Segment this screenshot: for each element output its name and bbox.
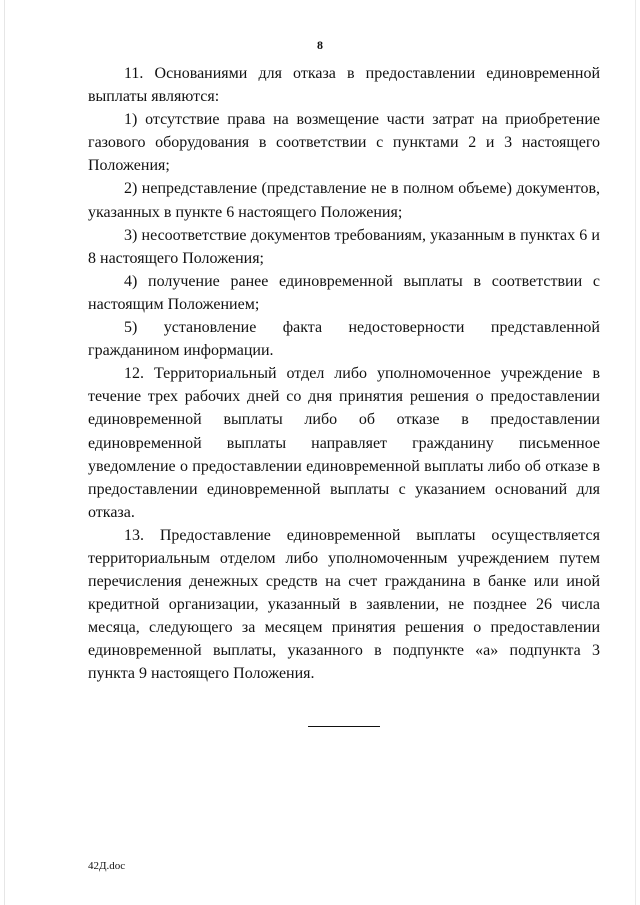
paragraph-11-item-1: 1) отсутствие права на возмещение части затрат на приобретение газового оборудования в соответствии с пунктами 2 и 3 настоящего Положения; — [88, 111, 600, 175]
footer-filename: 42Д.doc — [88, 860, 126, 872]
document-body — [88, 62, 600, 686]
end-separator-line — [308, 726, 380, 727]
scan-edge-left — [4, 0, 5, 905]
paragraph-11-item-4: 4) получение ранее единовременной выплаты в соответствии с настоящим Положением; — [88, 272, 600, 313]
paragraph-13: 13. Предоставление единовременной выплаты осуществляется территориальным отделом либо уполномоченным учреждением путем перечисления денежных средств на счет гражданина в банке или иной кредитной организации, указанный в заявлении, не позднее 26 числа месяца, следующего за месяцем принятия решения о предоставлении единовременной выплаты, указанного в подпункте «а» подпункта 3 пункта 9 настоящего Положения. — [88, 526, 600, 683]
scan-edge-right — [635, 0, 636, 905]
paragraph-12: 12. Территориальный отдел либо уполномоченное учреждение в течение трех рабочих дней со дня принятия решения о предоставлении единовременной выплаты либо об отказе в предоставлении единовременной выплаты направляет гражданину письменное уведомление о предоставлении единовременной выплаты либо об отказе в предоставлении единовременной выплаты с указанием оснований для отказа. — [88, 365, 600, 521]
paragraph-11-item-2: 2) непредставление (представление не в полном объеме) документов, указанных в пункте 6 настоящего Положения; — [88, 180, 600, 221]
paragraph-11-item-3: 3) несоответствие документов требованиям, указанным в пунктах 6 и 8 настоящего Положения; — [88, 226, 600, 267]
paragraph-11: 11. Основаниями для отказа в предоставлении единовременной выплаты являются: — [88, 65, 600, 106]
paragraph-11-item-5: 5) установление факта недостоверности представленной гражданином информации. — [88, 319, 600, 360]
page-number: 8 — [317, 38, 323, 52]
